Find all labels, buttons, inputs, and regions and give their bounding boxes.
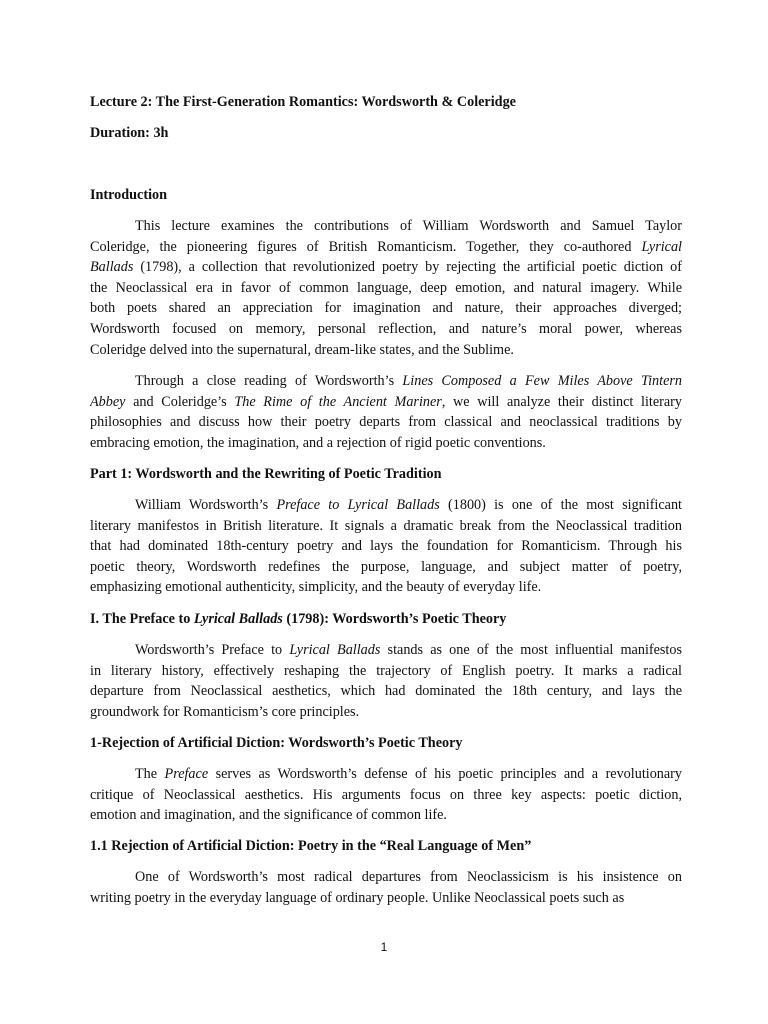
introduction-paragraph-2 <box>90 371 682 453</box>
section-1-paragraph <box>90 640 682 722</box>
paragraph-line: writing poetry in the everyday language of ordinary people. Unlike Neoclassical poets such as <box>90 889 625 906</box>
lecture-title: Lecture 2: The First-Generation Romantics: Wordsworth & Coleridge <box>90 94 516 110</box>
paragraph-line: literary manifestos in British literature. It signals a dramatic break from the Neoclassical tradition <box>90 517 682 534</box>
italic-title: Abbey <box>90 393 126 410</box>
paragraph-line: emphasizing emotional authenticity, simplicity, and the beauty of everyday life. <box>90 579 542 596</box>
italic-title: Preface to Lyrical Ballads <box>276 497 440 513</box>
paragraph-line: groundwork for Romanticism’s core principles. <box>90 703 360 720</box>
introduction-heading: Introduction <box>90 187 167 203</box>
italic-title: Lyrical <box>641 238 682 255</box>
paragraph-line: emotion and imagination, and the significance of common life. <box>90 807 447 824</box>
paragraph-line: embracing emotion, the imagination, and a rejection of rigid poetic conventions. <box>90 434 546 451</box>
paragraph-line: both poets shared an appreciation for imagination and nature, their approaches diverged; <box>90 300 682 317</box>
part-1-heading: Part 1: Wordsworth and the Rewriting of Poetic Tradition <box>90 466 442 482</box>
paragraph-line: critique of Neoclassical aesthetics. His arguments focus on three key aspects: poetic diction, <box>90 786 682 803</box>
paragraph-line: One of Wordsworth’s most radical departures from Neoclassicism is his insistence on <box>135 869 682 885</box>
page-number: 1 <box>380 940 388 954</box>
paragraph-line: the Neoclassical era in favor of common language, deep emotion, and natural imagery. While <box>90 279 682 296</box>
paragraph-line: Ballads (1798), a collection that revolutionized poetry by rejecting the artificial poetic diction of <box>90 259 682 276</box>
subsection-1-1-paragraph <box>90 867 682 908</box>
part-1-paragraph <box>90 495 682 598</box>
italic-title: Lyrical Ballads <box>289 642 381 658</box>
paragraph-line: The Preface serves as Wordsworth’s defense of his poetic principles and a revolutionary <box>135 766 682 782</box>
paragraph-line: William Wordsworth’s Preface to Lyrical Ballads (1800) is one of the most significant <box>135 497 682 513</box>
paragraph-line: Abbey and Coleridge’s The Rime of the Ancient Mariner, we will analyze their distinct literary <box>90 393 682 410</box>
italic-title: Preface <box>164 766 209 782</box>
paragraph-line: This lecture examines the contributions of William Wordsworth and Samuel Taylor <box>135 218 682 234</box>
paragraph-line: Wordsworth focused on memory, personal reflection, and nature’s moral power, whereas <box>90 320 682 337</box>
italic-title: Lyrical Ballads <box>193 611 283 627</box>
paragraph-line: Wordsworth’s Preface to Lyrical Ballads stands as one of the most influential manifestos <box>135 642 682 658</box>
paragraph-line: departure from Neoclassical aesthetics, which had dominated the 18th century, and lays the <box>90 683 682 700</box>
introduction-paragraph-1 <box>90 216 682 360</box>
paragraph-line: philosophies and discuss how their poetry departs from classical and neoclassical traditions by <box>90 414 682 431</box>
section-1-heading: I. The Preface to Lyrical Ballads (1798): Wordsworth’s Poetic Theory <box>90 611 507 627</box>
subsection-1-paragraph <box>90 764 682 826</box>
paragraph-line: Coleridge delved into the supernatural, dream-like states, and the Sublime. <box>90 341 514 358</box>
subsection-1-heading: 1-Rejection of Artificial Diction: Wordsworth’s Poetic Theory <box>90 735 463 751</box>
paragraph-line: that had dominated 18th-century poetry and lays the foundation for Romanticism. Through his <box>90 538 682 555</box>
paragraph-line: in literary history, effectively reshaping the trajectory of English poetry. It marks a radical <box>90 662 682 679</box>
italic-title: Lines Composed a Few Miles Above Tintern <box>402 373 682 389</box>
paragraph-line: Through a close reading of Wordsworth’s Lines Composed a Few Miles Above Tintern <box>135 373 682 389</box>
subsection-1-1-heading: 1.1 Rejection of Artificial Diction: Poetry in the “Real Language of Men” <box>90 838 532 854</box>
paragraph-line: poetic theory, Wordsworth redefines the purpose, language, and subject matter of poetry, <box>90 558 682 575</box>
italic-title: Ballads <box>90 259 134 276</box>
italic-title: The Rime of the Ancient Mariner <box>234 393 442 410</box>
paragraph-line: Coleridge, the pioneering figures of British Romanticism. Together, they co-authored Lyrical <box>90 238 682 255</box>
duration-label: Duration: 3h <box>90 125 169 141</box>
